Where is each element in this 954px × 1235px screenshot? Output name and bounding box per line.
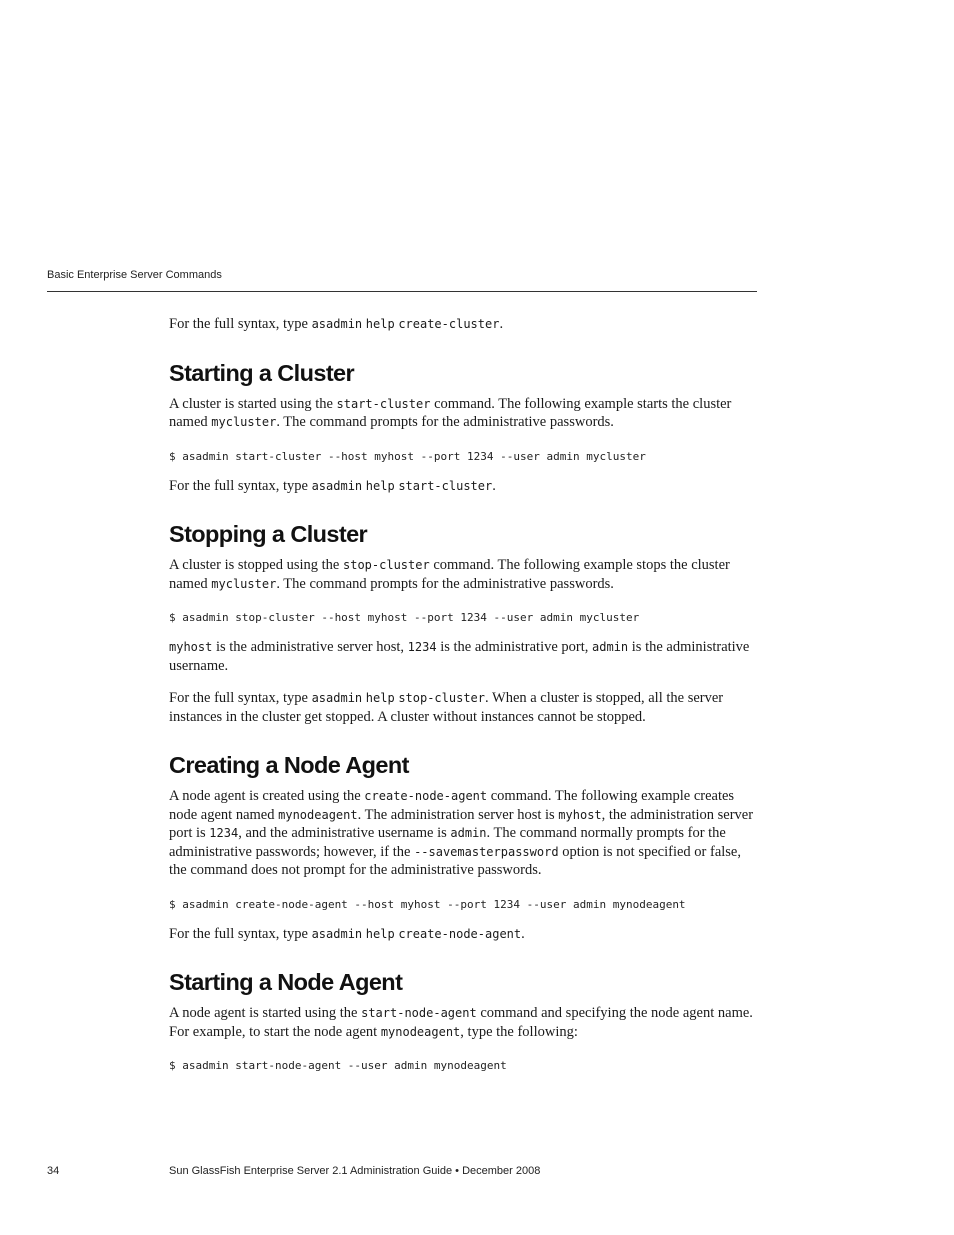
- text: is the administrative port,: [436, 639, 593, 655]
- text: . The command normally prompts for the administrative passwords; however, if the: [169, 825, 726, 860]
- code: help: [365, 926, 395, 941]
- code: stop-cluster: [398, 691, 486, 705]
- text: . When a cluster is stopped, all the server instances in the cluster get stopped. A cluster without instances cannot be stopped.: [169, 690, 724, 725]
- text: command and specifying the node agent name. For example, to start the node agent: [169, 1005, 753, 1040]
- code: start-node-agent: [361, 1006, 477, 1020]
- code: asadmin: [311, 691, 363, 705]
- intro-paragraph: [169, 315, 759, 334]
- syntax-paragraph: [169, 925, 759, 944]
- text: . The command prompts for the administrative passwords.: [276, 414, 614, 430]
- book-title: Sun GlassFish Enterprise Server 2.1 Administration Guide: [169, 1165, 453, 1177]
- code: help: [365, 317, 395, 331]
- command-example: $ asadmin start-cluster --host myhost --port 1234 --user admin mycluster: [169, 449, 646, 463]
- running-header: Basic Enterprise Server Commands: [47, 269, 222, 281]
- code: 1234: [407, 640, 437, 654]
- starting-node-agent-paragraph: [169, 1004, 759, 1041]
- code: 1234: [209, 826, 239, 840]
- text: A node agent is started using the: [169, 1005, 362, 1021]
- stop-cluster-explanation: [169, 638, 759, 675]
- code: create-node-agent: [364, 789, 488, 803]
- text: .: [492, 477, 496, 494]
- text: . The administration server host is: [357, 806, 559, 823]
- text: command. The following example starts the cluster named: [169, 395, 732, 430]
- text: command. The following example creates node agent named: [169, 788, 735, 823]
- heading-stopping-cluster: Stopping a Cluster: [169, 521, 368, 547]
- code: create-node-agent: [398, 926, 522, 941]
- page-content: [169, 315, 759, 1072]
- code: mynodeagent: [380, 1024, 461, 1039]
- text: A node agent is created using the: [169, 788, 365, 804]
- heading-starting-cluster: Starting a Cluster: [169, 359, 355, 386]
- text: .: [521, 925, 525, 942]
- heading-creating-node-agent: Creating a Node Agent: [169, 752, 409, 778]
- text: command. The following example stops the cluster named: [169, 557, 730, 592]
- publication-date: December 2008: [462, 1165, 541, 1177]
- code: asadmin: [311, 478, 363, 493]
- text: option is not specified or false, the command does not prompt for the administrative passwords.: [169, 843, 741, 878]
- code: help: [365, 478, 395, 493]
- code: stop-cluster: [343, 558, 430, 572]
- code: mycluster: [211, 576, 277, 591]
- text: A cluster is stopped using the: [169, 557, 343, 573]
- command-example: $ asadmin create-node-agent --host myhost --port 1234 --user admin mynodeagent: [169, 897, 686, 911]
- text: , the administration server port is: [169, 806, 754, 841]
- code: start-cluster: [398, 478, 493, 493]
- code: start-cluster: [336, 396, 431, 411]
- text: , type the following:: [460, 1023, 578, 1040]
- starting-cluster-paragraph: [169, 395, 759, 432]
- heading-starting-node-agent: Starting a Node Agent: [169, 969, 403, 995]
- code: myhost: [558, 807, 602, 822]
- syntax-paragraph: [169, 477, 759, 496]
- bullet: •: [455, 1165, 459, 1177]
- text: For the full syntax, type: [169, 690, 312, 706]
- code: asadmin: [311, 317, 363, 331]
- code: create-cluster: [398, 317, 500, 331]
- code: help: [365, 691, 395, 705]
- code: asadmin: [311, 926, 363, 941]
- page-number: 34: [47, 1165, 60, 1177]
- text: For the full syntax, type: [169, 316, 312, 332]
- text: For the full syntax, type: [169, 477, 312, 494]
- text: , and the administrative username is: [238, 825, 451, 841]
- text: is the administrative server host,: [212, 639, 408, 655]
- footer-book-title: [169, 1165, 540, 1177]
- code: mynodeagent: [278, 807, 358, 822]
- code: admin: [592, 640, 629, 654]
- command-example: $ asadmin start-node-agent --user admin mynodeagent: [169, 1059, 507, 1072]
- command-example: $ asadmin stop-cluster --host myhost --port 1234 --user admin mycluster: [169, 611, 640, 624]
- creating-node-agent-paragraph: [169, 787, 759, 880]
- text: A cluster is started using the: [169, 395, 337, 412]
- text: For the full syntax, type: [169, 925, 312, 942]
- code: myhost: [169, 640, 213, 654]
- stopping-cluster-paragraph: [169, 556, 759, 593]
- text: .: [499, 316, 504, 332]
- text: is the administrative username.: [169, 639, 750, 674]
- text: . The command prompts for the administrative passwords.: [276, 575, 614, 592]
- header-rule: [47, 291, 757, 292]
- code: --savemasterpassword: [414, 844, 559, 859]
- code: admin: [450, 826, 487, 840]
- syntax-paragraph: [169, 689, 759, 726]
- code: mycluster: [211, 415, 277, 429]
